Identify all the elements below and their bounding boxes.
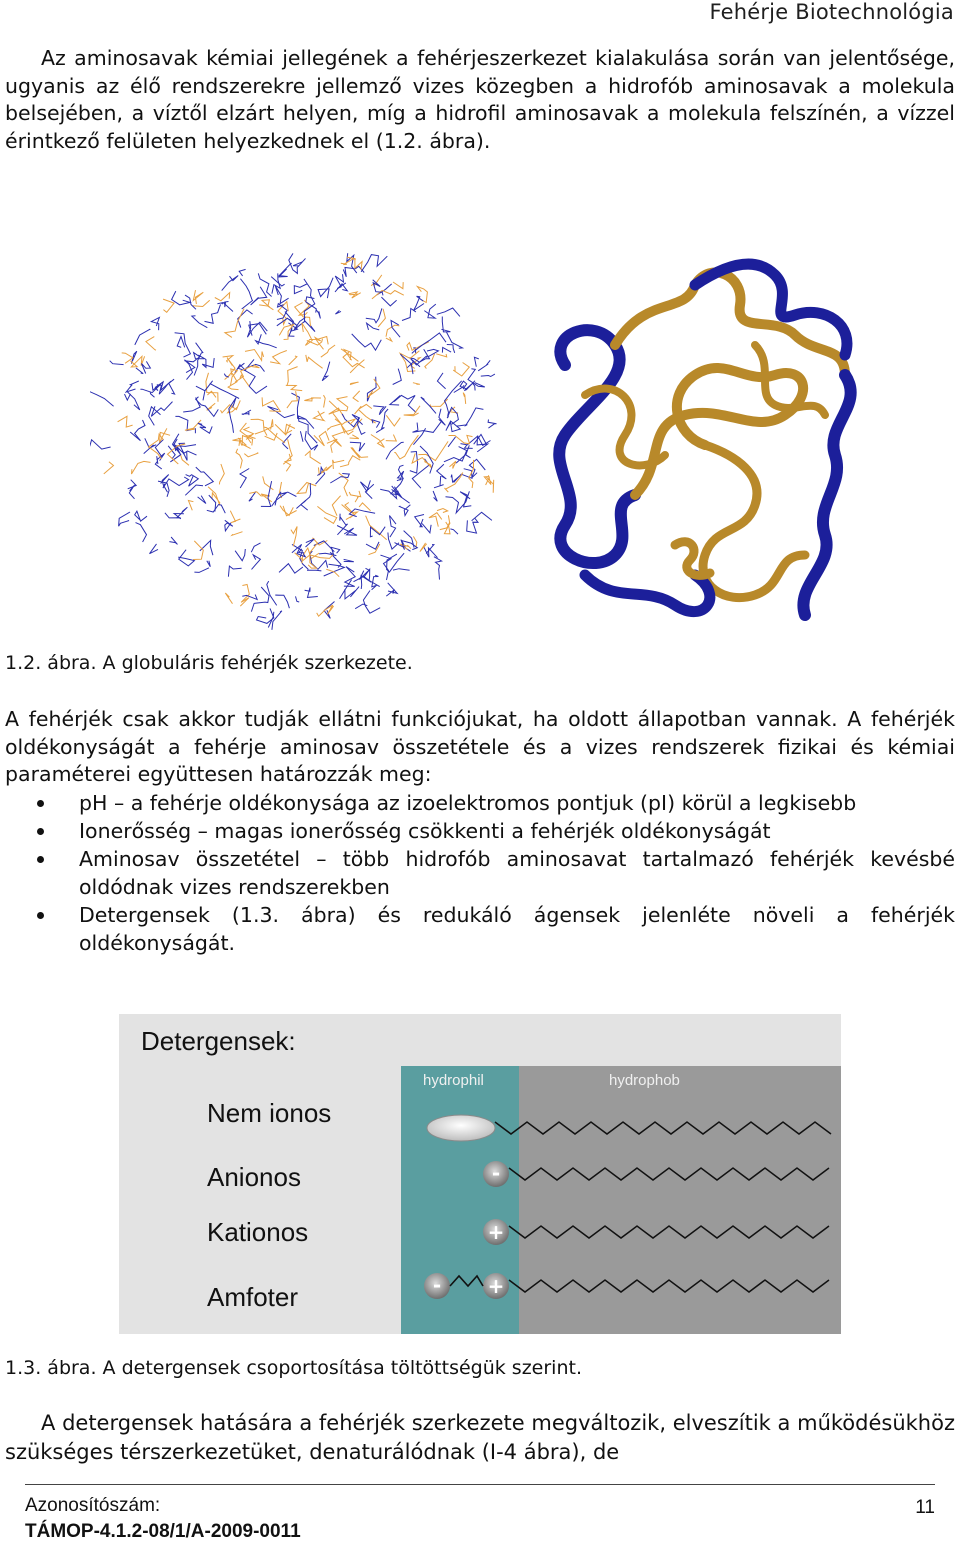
footer-id-label: Azonosítószám: [25, 1495, 161, 1516]
wireframe-protein-image [90, 245, 510, 630]
nonionic-head-icon [427, 1115, 495, 1141]
ribbon-protein-image [525, 255, 870, 630]
detergent-figure [119, 1014, 841, 1334]
figure-1-3-caption: 1.3. ábra. A detergensek csoportosítása töltöttségük szerint. [5, 1357, 582, 1379]
bullet-icon [37, 828, 44, 835]
svg-text:+: + [487, 1220, 505, 1244]
running-header: Fehérje Biotechnológia [709, 0, 954, 24]
figure-1-2-caption: 1.2. ábra. A globuláris fehérjék szerkezete. [5, 652, 413, 674]
list-item: Detergensek (1.3. ábra) és redukáló ágensek jelenléte növeli a fehérjék oldékonyságát. [5, 901, 955, 957]
bullet-icon [37, 912, 44, 919]
svg-text:+: + [487, 1274, 505, 1298]
row-label-cationic: Kationos [207, 1217, 309, 1247]
list-item: pH – a fehérje oldékonysága az izoelektromos pontjuk (pI) körül a legkisebb [5, 789, 955, 817]
svg-text:-: - [432, 1273, 442, 1297]
row-label-anionic: Anionos [207, 1162, 301, 1192]
row-label-amphoteric: Amfoter [207, 1282, 299, 1312]
page-number: 11 [915, 1497, 935, 1518]
svg-text:-: - [491, 1161, 501, 1185]
list-item: Ionerősség – magas ionerősség csökkenti a fehérjék oldékonyságát [5, 817, 955, 845]
solubility-factors-list [5, 789, 955, 957]
footer-project-code: TÁMOP-4.1.2-08/1/A-2009-0011 [25, 1521, 301, 1542]
footer-divider [25, 1484, 935, 1485]
detergent-figure-title: Detergensek: [141, 1026, 296, 1056]
intro-paragraph: Az aminosavak kémiai jellegének a fehérjeszerkezet kialakulása során van jelentősége, ugyanis az élő rendszerekre jellemző vizes közegben a hidrofób aminosavak a molekula belsejében, a víztől elzárt helyen, míg a hidrofil aminosavak a molekula felszínén, a vízzel érintkező felületen helyezkednek el (1.2. ábra). [5, 46, 955, 153]
solubility-paragraph: A fehérjék csak akkor tudják ellátni funkciójukat, ha oldott állapotban vannak. A fehérjék oldékonyságát a fehérje aminosav összetétele és a vizes rendszerek fizikai és kémiai paraméterei együttesen határozzák meg: [5, 707, 955, 787]
row-label-nonionic: Nem ionos [207, 1098, 332, 1128]
bullet-icon [37, 800, 44, 807]
bullet-icon [37, 856, 44, 863]
hydrophob-label: hydrophob [609, 1072, 680, 1089]
hydrophil-label: hydrophil [423, 1072, 484, 1089]
closing-paragraph: A detergensek hatására a fehérjék szerkezete megváltozik, elveszítik a működésükhöz szükséges térszerkezetüket, denaturálódnak (I-4 ábra), de [5, 1411, 955, 1464]
list-item: Aminosav összetétel – több hidrofób aminosavat tartalmazó fehérjék kevésbé oldódnak vizes rendszerekben [5, 845, 955, 901]
detergent-diagram [119, 1014, 841, 1334]
